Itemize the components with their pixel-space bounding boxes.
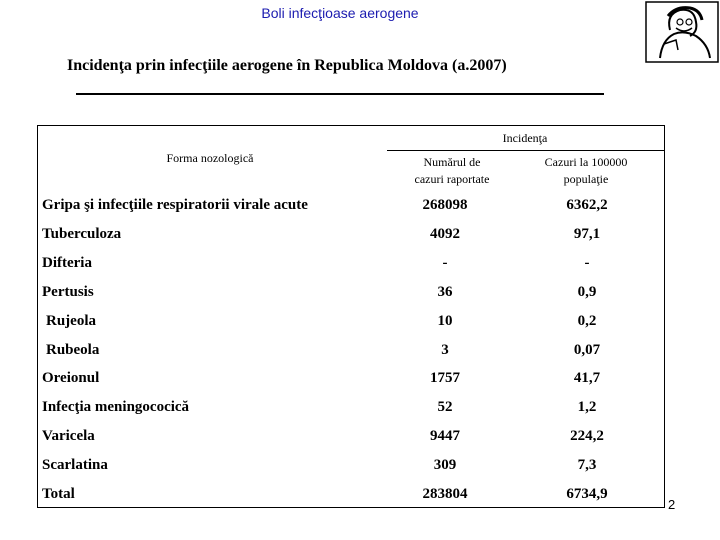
row-name: Varicela	[42, 428, 95, 444]
row-cases: 3	[441, 342, 449, 358]
row-rate: 224,2	[570, 428, 604, 444]
slide-title: Boli infecţioase aerogene	[261, 5, 419, 21]
row-cases: 36	[437, 284, 453, 300]
row-name: Rubeola	[46, 342, 100, 358]
row-rate: 41,7	[573, 370, 601, 386]
table-caption: Incidenţa prin infecţiile aerogene în Republica Moldova (a.2007)	[67, 57, 507, 74]
caption-underline	[76, 93, 604, 95]
row-name: Difteria	[42, 255, 92, 271]
row-rate: 0,2	[577, 313, 597, 329]
row-name: Tuberculoza	[42, 226, 122, 242]
header-rate: Cazuri la 100000 populaţie	[544, 155, 628, 186]
row-cases: 4092	[430, 226, 460, 242]
scholar-caricature-logo	[640, 0, 720, 66]
row-name: Oreionul	[42, 370, 100, 386]
row-cases: 309	[433, 457, 457, 473]
row-cases: 268098	[422, 197, 468, 213]
row-name: Rujeola	[46, 313, 96, 329]
row-rate: 0,9	[577, 284, 597, 300]
header-cases: Numărul de cazuri raportate	[414, 155, 490, 186]
row-cases: 52	[437, 399, 453, 415]
row-cases: 9447	[430, 428, 460, 444]
total-row-name: Total	[42, 486, 75, 502]
header-incidence: Incidenţa	[502, 131, 548, 145]
page-number: 2	[668, 497, 676, 512]
row-cases: 1757	[430, 370, 460, 386]
row-name: Scarlatina	[42, 457, 108, 473]
row-cases: -	[442, 255, 448, 271]
row-name: Infecţia meningococică	[42, 399, 190, 415]
row-rate: -	[584, 255, 590, 271]
row-rate: 1,2	[577, 399, 597, 415]
total-rate: 6734,9	[566, 486, 608, 502]
total-cases: 283804	[422, 486, 468, 502]
row-rate: 0,07	[573, 342, 601, 358]
header-form: Forma nozologică	[166, 151, 254, 165]
row-rate: 6362,2	[566, 197, 608, 213]
row-name: Gripa şi infecţiile respiratorii virale acute	[42, 197, 308, 213]
header-separator	[387, 150, 665, 151]
row-cases: 10	[437, 313, 453, 329]
row-rate: 7,3	[577, 457, 597, 473]
row-rate: 97,1	[573, 226, 601, 242]
row-name: Pertusis	[42, 284, 94, 300]
